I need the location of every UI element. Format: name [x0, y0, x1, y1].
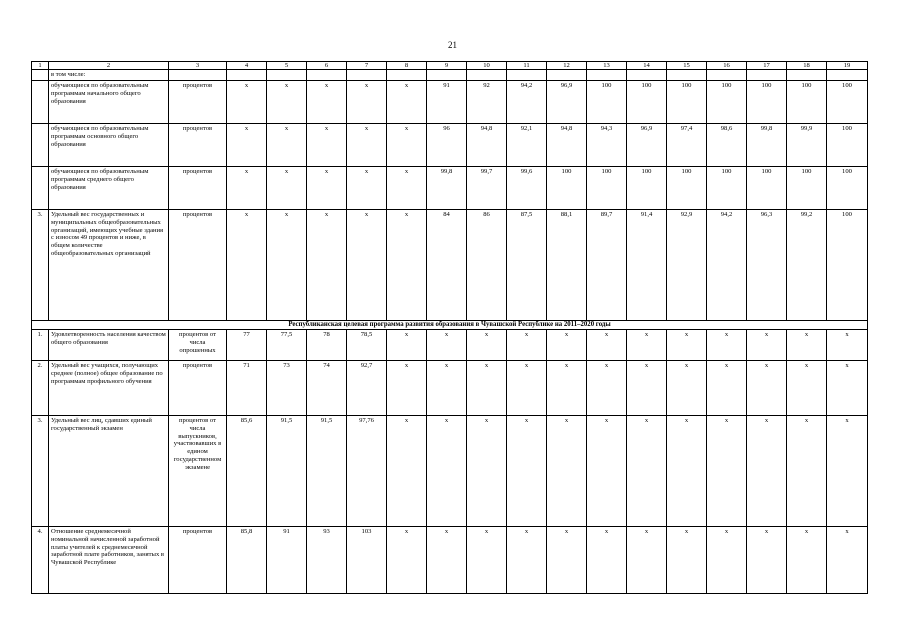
value-cell: х [427, 416, 467, 527]
row-number-cell [32, 124, 49, 167]
value-cell: 86 [467, 210, 507, 321]
indicator-name-cell: обучающиеся по образовательным программам основного общего образования [49, 124, 169, 167]
value-cell: 100 [827, 210, 868, 321]
value-cell: 100 [747, 81, 787, 124]
value-cell [467, 70, 507, 81]
value-cell: 100 [707, 81, 747, 124]
value-cell: х [787, 330, 827, 361]
value-cell: х [827, 330, 868, 361]
value-cell: х [667, 361, 707, 416]
value-cell: х [427, 527, 467, 594]
value-cell: х [507, 361, 547, 416]
unit-cell: процентов [169, 81, 227, 124]
value-cell: х [387, 361, 427, 416]
value-cell: х [587, 330, 627, 361]
value-cell [707, 70, 747, 81]
table-row [32, 210, 868, 321]
value-cell: х [747, 527, 787, 594]
row-number-cell: 2. [32, 361, 49, 416]
value-cell: х [707, 527, 747, 594]
row-number-cell: 1. [32, 330, 49, 361]
value-cell: 99,2 [787, 210, 827, 321]
value-cell: х [827, 416, 868, 527]
column-number-row [32, 62, 868, 70]
value-cell: х [467, 416, 507, 527]
value-cell: 94,2 [507, 81, 547, 124]
value-cell: 91,5 [307, 416, 347, 527]
indicator-name-cell: Удельный вес государственных и муниципальных общеобразовательных организаций, имеющих учебные здания с износом 49 процентов и ниже, в общем количестве общеобразовательных организаций [49, 210, 169, 321]
value-cell: х [427, 361, 467, 416]
unit-cell: процентов [169, 124, 227, 167]
column-number-cell: 18 [787, 62, 827, 70]
value-cell: х [307, 124, 347, 167]
value-cell: 92 [467, 81, 507, 124]
value-cell: х [707, 330, 747, 361]
value-cell: 89,7 [587, 210, 627, 321]
section-header-row [32, 321, 868, 330]
value-cell: 100 [827, 167, 868, 210]
value-cell: х [227, 81, 267, 124]
value-cell: х [467, 361, 507, 416]
value-cell: 96,9 [547, 81, 587, 124]
value-cell: х [307, 167, 347, 210]
value-cell: 99,8 [747, 124, 787, 167]
column-number-cell: 3 [169, 62, 227, 70]
value-cell: 91 [427, 81, 467, 124]
value-cell: х [227, 167, 267, 210]
value-cell: х [507, 330, 547, 361]
unit-cell: процентов [169, 361, 227, 416]
value-cell: 97,76 [347, 416, 387, 527]
value-cell: х [787, 361, 827, 416]
indicator-name-cell: Удельный вес учащихся, получающих среднее (полное) общее образование по программам профильного обучения [49, 361, 169, 416]
indicator-name-cell: обучающиеся по образовательным программам среднего общего образования [49, 167, 169, 210]
column-number-cell: 17 [747, 62, 787, 70]
value-cell: х [587, 527, 627, 594]
table-row [32, 124, 868, 167]
value-cell: 85,8 [227, 527, 267, 594]
value-cell: 92,9 [667, 210, 707, 321]
value-cell: 99,8 [427, 167, 467, 210]
value-cell: 77 [227, 330, 267, 361]
value-cell: 100 [627, 81, 667, 124]
indicator-name-cell: Отношение среднемесячной номинальной начисленной заработной платы учителей к среднемесячной заработной плате работников, занятых в Чувашской Республике [49, 527, 169, 594]
value-cell: 94,8 [547, 124, 587, 167]
value-cell: х [347, 81, 387, 124]
value-cell [787, 70, 827, 81]
section-title: Республиканская целевая программа развития образования в Чувашской Республике на 2011–2020 годы [32, 321, 868, 330]
value-cell: 100 [627, 167, 667, 210]
unit-cell [169, 70, 227, 81]
column-number-cell: 10 [467, 62, 507, 70]
value-cell: х [347, 124, 387, 167]
value-cell: х [707, 416, 747, 527]
table-row [32, 81, 868, 124]
column-number-cell: 4 [227, 62, 267, 70]
value-cell: х [387, 81, 427, 124]
value-cell: 100 [787, 167, 827, 210]
value-cell: х [747, 330, 787, 361]
value-cell: х [227, 124, 267, 167]
value-cell: 85,6 [227, 416, 267, 527]
value-cell [427, 70, 467, 81]
value-cell: 78,5 [347, 330, 387, 361]
page-number: 21 [448, 40, 457, 50]
value-cell: 100 [547, 167, 587, 210]
value-cell: х [627, 416, 667, 527]
value-cell: 96 [427, 124, 467, 167]
value-cell: х [387, 527, 427, 594]
column-number-cell: 16 [707, 62, 747, 70]
value-cell: 94,2 [707, 210, 747, 321]
table-row [32, 416, 868, 527]
column-number-cell: 14 [627, 62, 667, 70]
value-cell: 91,4 [627, 210, 667, 321]
value-cell: х [387, 124, 427, 167]
indicator-name-cell: Удельный вес лиц, сдавших единый государственный экзамен [49, 416, 169, 527]
value-cell: х [387, 167, 427, 210]
column-number-cell: 5 [267, 62, 307, 70]
value-cell: х [347, 210, 387, 321]
value-cell: 100 [827, 124, 868, 167]
row-number-cell [32, 81, 49, 124]
value-cell: х [587, 416, 627, 527]
value-cell: 73 [267, 361, 307, 416]
value-cell: х [587, 361, 627, 416]
value-cell [507, 70, 547, 81]
value-cell: 100 [707, 167, 747, 210]
value-cell: х [387, 416, 427, 527]
row-number-cell: 3. [32, 416, 49, 527]
value-cell: х [667, 416, 707, 527]
value-cell: 100 [667, 81, 707, 124]
value-cell: 94,3 [587, 124, 627, 167]
value-cell: 100 [587, 81, 627, 124]
value-cell: 100 [827, 81, 868, 124]
value-cell: х [827, 361, 868, 416]
column-number-cell: 12 [547, 62, 587, 70]
column-number-cell: 19 [827, 62, 868, 70]
column-number-cell: 9 [427, 62, 467, 70]
value-cell: 99,9 [787, 124, 827, 167]
table-row [32, 167, 868, 210]
value-cell: 100 [667, 167, 707, 210]
indicator-name-cell: обучающиеся по образовательным программам начального общего образования [49, 81, 169, 124]
value-cell: х [627, 527, 667, 594]
unit-cell: процентов [169, 527, 227, 594]
row-number-cell: 3. [32, 210, 49, 321]
indicator-name-cell: Удовлетворенность населения качеством общего образования [49, 330, 169, 361]
value-cell: х [507, 527, 547, 594]
value-cell: 93 [307, 527, 347, 594]
value-cell [267, 70, 307, 81]
value-cell: х [627, 361, 667, 416]
unit-cell: процентов от числа выпускников, участвовавших в едином государственном экзамене [169, 416, 227, 527]
value-cell: 100 [747, 167, 787, 210]
value-cell: х [707, 361, 747, 416]
value-cell: х [547, 416, 587, 527]
value-cell [307, 70, 347, 81]
value-cell: 99,6 [507, 167, 547, 210]
value-cell: х [787, 416, 827, 527]
column-number-cell: 11 [507, 62, 547, 70]
value-cell [587, 70, 627, 81]
value-cell [667, 70, 707, 81]
value-cell: 103 [347, 527, 387, 594]
value-cell [827, 70, 868, 81]
value-cell: х [667, 330, 707, 361]
value-cell: х [547, 527, 587, 594]
column-number-cell: 1 [32, 62, 49, 70]
value-cell: х [307, 81, 347, 124]
value-cell [347, 70, 387, 81]
value-cell: х [387, 330, 427, 361]
value-cell: х [547, 361, 587, 416]
table-row [32, 527, 868, 594]
value-cell: 97,4 [667, 124, 707, 167]
value-cell: 77,5 [267, 330, 307, 361]
row-number-cell: 4. [32, 527, 49, 594]
value-cell: 92,7 [347, 361, 387, 416]
value-cell: х [267, 167, 307, 210]
value-cell: х [267, 124, 307, 167]
value-cell [747, 70, 787, 81]
value-cell: 96,9 [627, 124, 667, 167]
column-number-cell: 8 [387, 62, 427, 70]
value-cell: 91 [267, 527, 307, 594]
value-cell: х [747, 361, 787, 416]
column-number-cell: 13 [587, 62, 627, 70]
unit-cell: процентов от числа опрошенных [169, 330, 227, 361]
value-cell: 98,6 [707, 124, 747, 167]
table-row [32, 330, 868, 361]
row-number-cell [32, 167, 49, 210]
table-row [32, 361, 868, 416]
value-cell [627, 70, 667, 81]
value-cell: х [267, 210, 307, 321]
value-cell: х [787, 527, 827, 594]
value-cell: х [467, 330, 507, 361]
unit-cell: процентов [169, 210, 227, 321]
row-number-cell [32, 70, 49, 81]
value-cell: х [307, 210, 347, 321]
indicator-name-cell: в том числе: [49, 70, 169, 81]
value-cell: х [467, 527, 507, 594]
value-cell: 100 [587, 167, 627, 210]
indicators-table [31, 61, 868, 594]
value-cell: 84 [427, 210, 467, 321]
column-number-cell: 15 [667, 62, 707, 70]
table-row [32, 70, 868, 81]
value-cell: 78 [307, 330, 347, 361]
column-number-cell: 2 [49, 62, 169, 70]
value-cell [227, 70, 267, 81]
column-number-cell: 6 [307, 62, 347, 70]
value-cell: 91,5 [267, 416, 307, 527]
value-cell: х [667, 527, 707, 594]
value-cell: 100 [787, 81, 827, 124]
column-number-cell: 7 [347, 62, 387, 70]
unit-cell: процентов [169, 167, 227, 210]
value-cell: х [227, 210, 267, 321]
value-cell: х [427, 330, 467, 361]
value-cell: 71 [227, 361, 267, 416]
value-cell: 99,7 [467, 167, 507, 210]
value-cell: х [747, 416, 787, 527]
table-body [32, 62, 868, 594]
value-cell: х [347, 167, 387, 210]
value-cell: х [627, 330, 667, 361]
value-cell: х [547, 330, 587, 361]
value-cell: 92,1 [507, 124, 547, 167]
value-cell: 87,5 [507, 210, 547, 321]
value-cell: 96,3 [747, 210, 787, 321]
value-cell: х [827, 527, 868, 594]
value-cell: х [267, 81, 307, 124]
value-cell [387, 70, 427, 81]
value-cell: 74 [307, 361, 347, 416]
value-cell: х [507, 416, 547, 527]
value-cell: х [387, 210, 427, 321]
value-cell: 94,8 [467, 124, 507, 167]
value-cell: 88,1 [547, 210, 587, 321]
value-cell [547, 70, 587, 81]
